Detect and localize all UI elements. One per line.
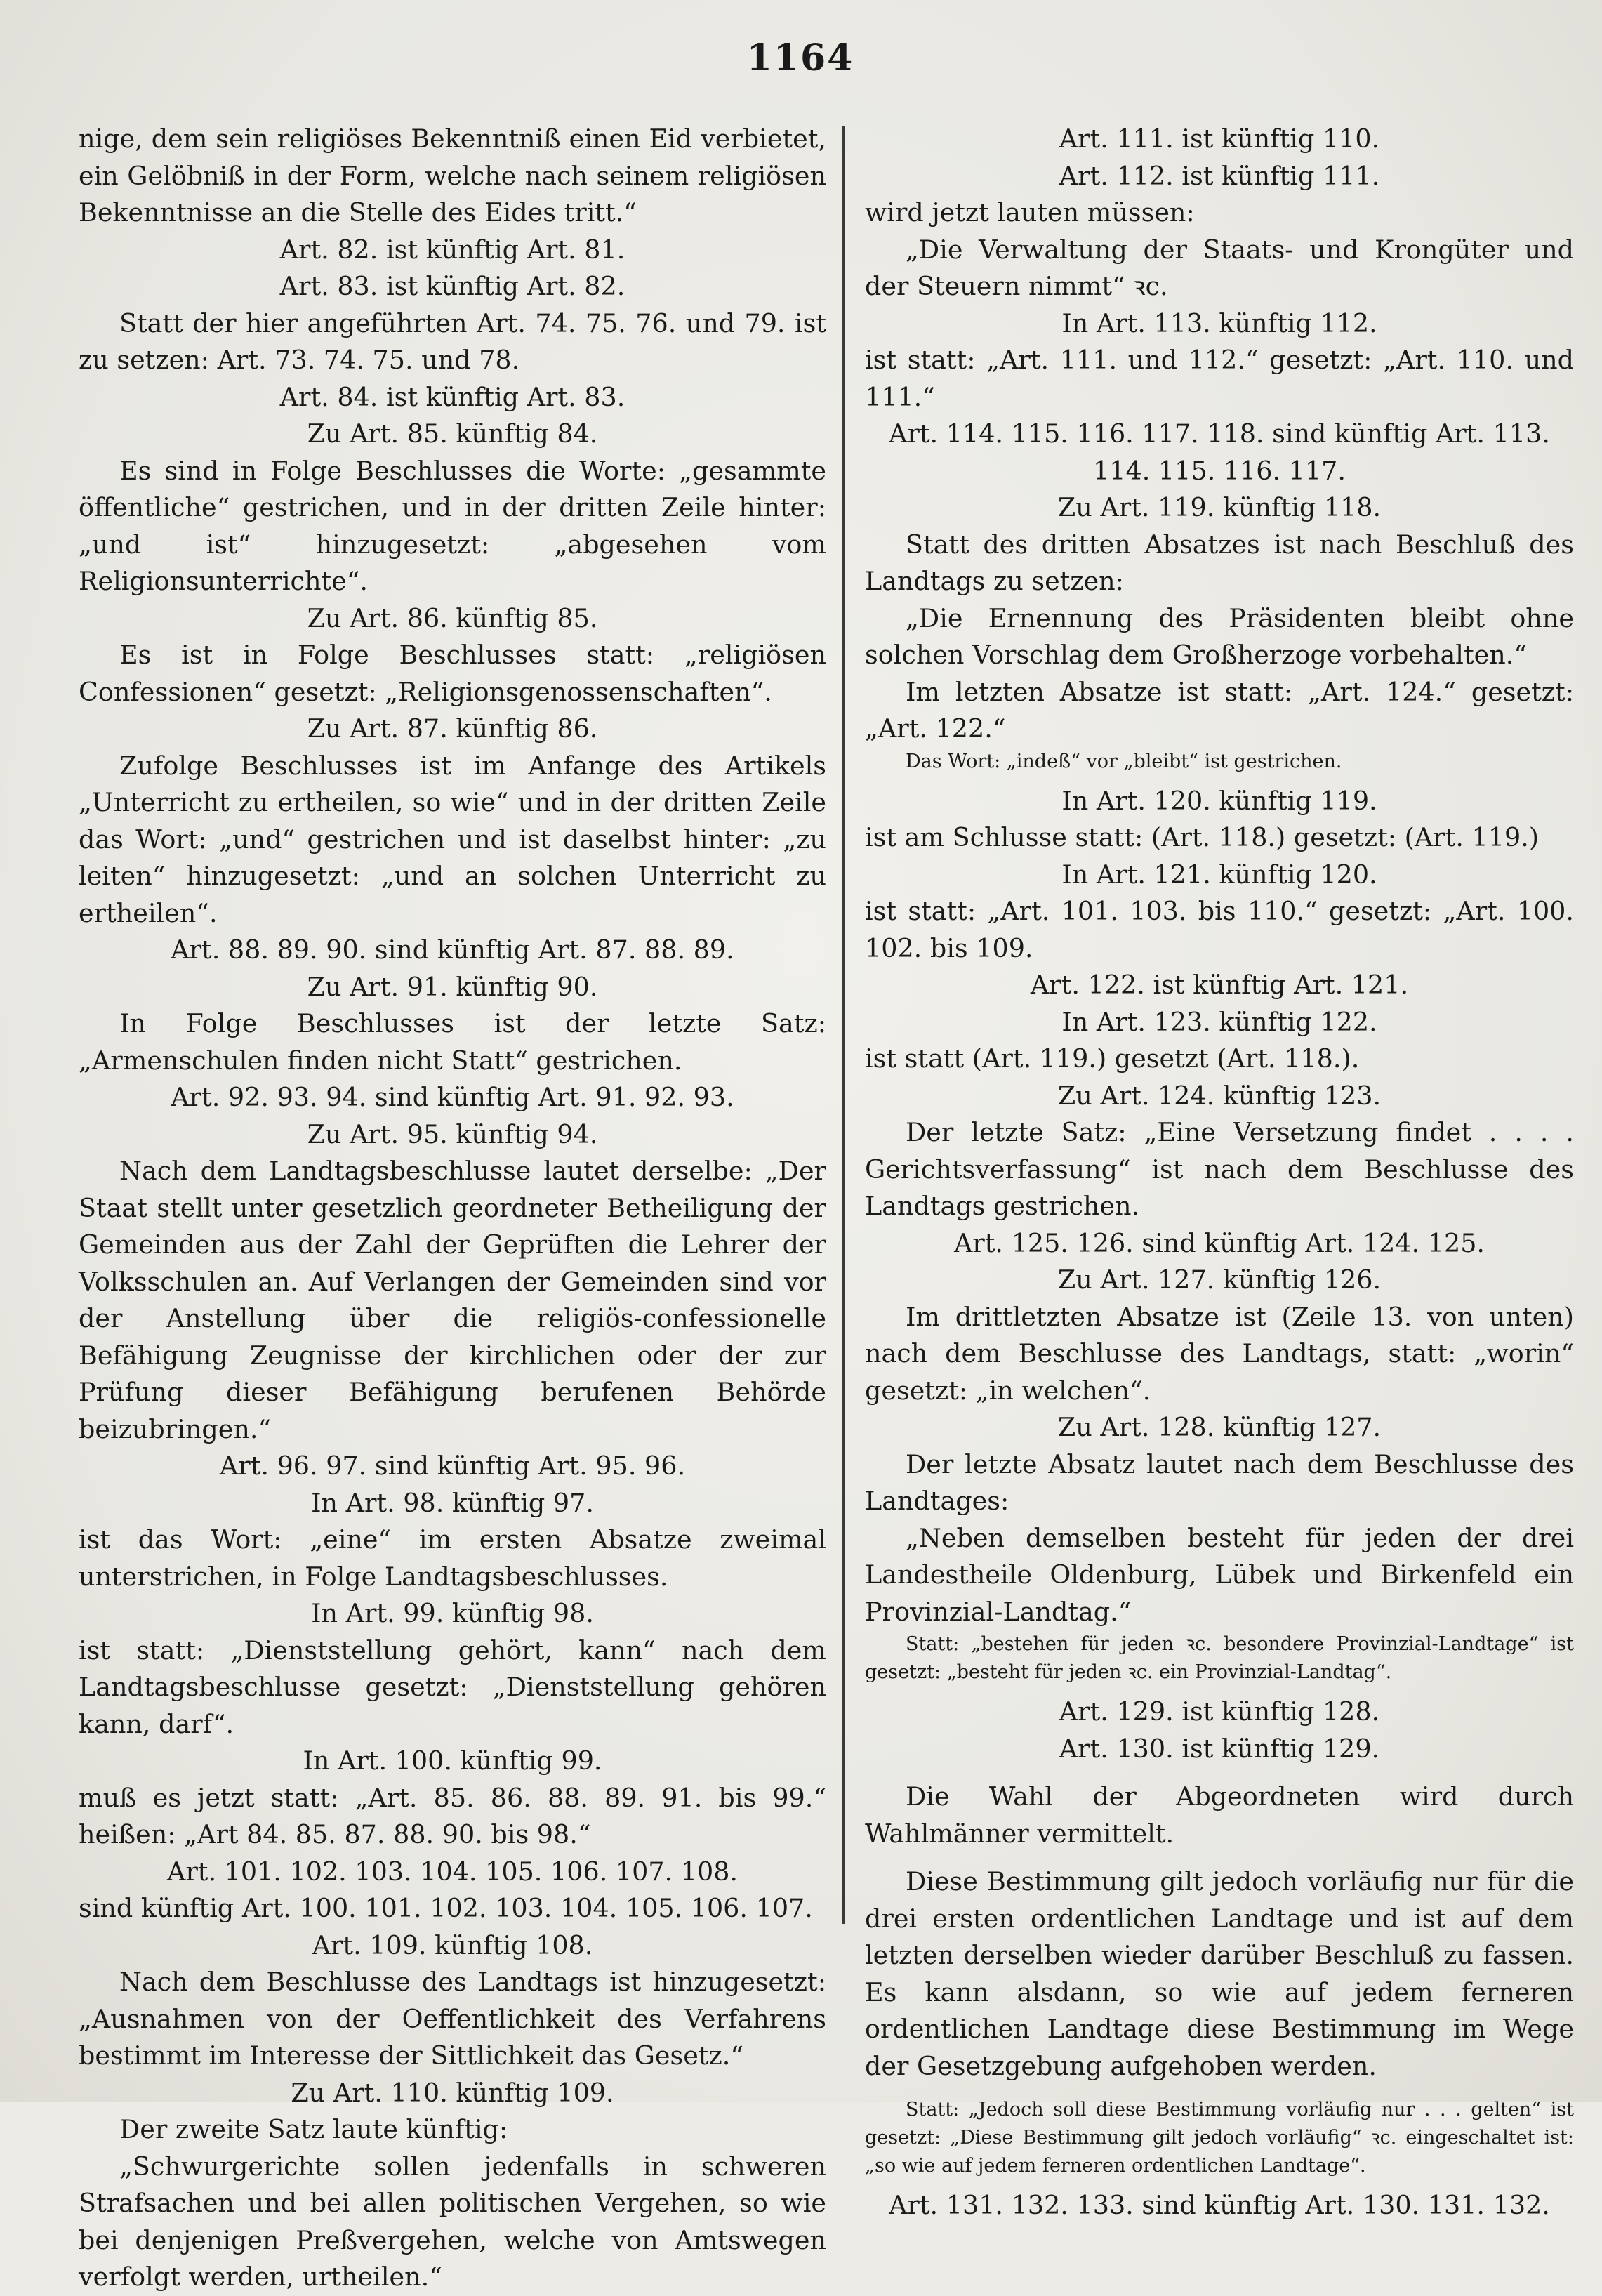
article-heading: In Art. 121. künftig 120. [1061, 859, 1377, 890]
article-heading: Art. 109. künftig 108. [312, 1929, 593, 1960]
page-number: 1164 [746, 37, 854, 79]
article-heading: Zu Art. 86. künftig 85. [307, 602, 598, 633]
text-paragraph: ist statt: „Art. 101. 103. bis 110.“ gesetzt: „Art. 100. 102. bis 109. [865, 896, 1574, 963]
article-heading: Zu Art. 95. künftig 94. [307, 1119, 598, 1149]
article-heading: Zu Art. 91. künftig 90. [307, 971, 598, 1002]
text-paragraph: Zufolge Beschlusses ist im Anfange des Artikels „Unterricht zu ertheilen, so wie“ und in der dritten Zeile das Wort: „und“ gestrichen und ist daselbst hinter: „zu leiten“ hinzugesetzt: „und an solchen Unterricht zu ertheilen“. [79, 750, 826, 928]
article-heading: Art. 114. 115. 116. 117. 118. sind künftig Art. 113. 114. 115. 116. 117. [889, 418, 1550, 486]
article-heading: Art. 92. 93. 94. sind künftig Art. 91. 92. 93. [171, 1082, 734, 1112]
footnote-paragraph: Statt: „bestehen für jeden ꝛc. besondere Provinzial-Landtage“ ist gesetzt: „besteht für jeden ꝛc. ein Provinzial-Landtag“. [865, 1633, 1574, 1683]
left-column [79, 121, 826, 2296]
text-paragraph: ist statt: „Dienststellung gehört, kann“ nach dem Landtagsbeschlusse gesetzt: „Dienststellung gehören kann, darf“. [79, 1635, 826, 1739]
article-heading: Art. 130. ist künftig 129. [1059, 1733, 1380, 1764]
text-paragraph: Statt des dritten Absatzes ist nach Beschluß des Landtags zu setzen: [865, 529, 1574, 596]
column-divider [842, 126, 845, 1924]
text-paragraph: ist statt: „Art. 111. und 112.“ gesetzt: „Art. 110. und 111.“ [865, 345, 1574, 412]
article-heading: In Art. 113. künftig 112. [1061, 308, 1377, 338]
text-paragraph: Es ist in Folge Beschlusses statt: „religiösen Confessionen“ gesetzt: „Religionsgenossenschaften“. [79, 640, 826, 707]
article-heading: Art. 83. ist künftig Art. 82. [279, 271, 625, 301]
article-heading: Art. 82. ist künftig Art. 81. [279, 234, 625, 265]
text-paragraph: Diese Bestimmung gilt jedoch vorläufig nur für die drei ersten ordentlichen Landtage und ist auf dem letzten derselben wieder darüber Beschluß zu fassen. Es kann alsdann, so wie auf jedem ferneren ordentlichen Landtage diese Bestimmung im Wege der Gesetzgebung aufgehoben werden. [865, 1866, 1574, 2081]
text-paragraph: In Folge Beschlusses ist der letzte Satz: „Armenschulen finden nicht Statt“ gestrichen. [79, 1008, 826, 1076]
text-paragraph: „Neben demselben besteht für jeden der drei Landestheile Oldenburg, Lübek und Birkenfeld ein Provinzial-Landtag.“ [865, 1522, 1574, 1627]
text-paragraph: Nach dem Landtagsbeschlusse lautet derselbe: „Der Staat stellt unter gesetzlich geordneter Betheiligung der Gemeinden aus der Zahl der Geprüften die Lehrer der Volksschulen an. Auf Verlangen der Gemeinden sind vor der Anstellung über die religiös-confessionelle Befähigung Zeugnisse der kirchlichen oder der zur Prüfung dieser Befähigung berufenen Behörde beizubringen.“ [79, 1156, 826, 1444]
text-paragraph: Es sind in Folge Beschlusses die Worte: „gesammte öffentliche“ gestrichen, und in der dritten Zeile hinter: „und ist“ hinzugesetzt: „abgesehen vom Religionsunterrichte“. [79, 455, 826, 596]
text-paragraph: wird jetzt lauten müssen: [865, 197, 1195, 227]
text-paragraph: Im letzten Absatze ist statt: „Art. 124.“ gesetzt: „Art. 122.“ [865, 676, 1574, 744]
footnote-paragraph: Das Wort: „indeß“ vor „bleibt“ ist gestrichen. [906, 750, 1342, 772]
footnote-paragraph: Statt: „Jedoch soll diese Bestimmung vorläufig nur . . . gelten“ ist gesetzt: „Diese Bestimmung gilt jedoch vorläufig“ ꝛc. eingeschaltet ist: „so wie auf jedem ferneren ordentlichen Landtage“. [865, 2099, 1574, 2177]
text-paragraph: muß es jetzt statt: „Art. 85. 86. 88. 89. 91. bis 99.“ heißen: „Art 84. 85. 87. 88. 90. bis 98.“ [79, 1782, 826, 1849]
article-heading: Art. 125. 126. sind künftig Art. 124. 125. [953, 1227, 1485, 1258]
article-heading: Art. 122. ist künftig Art. 121. [1030, 970, 1409, 1000]
text-paragraph: ist das Wort: „eine“ im ersten Absatze zweimal unterstrichen, in Folge Landtagsbeschlusses. [79, 1524, 826, 1592]
article-heading: Zu Art. 128. künftig 127. [1057, 1412, 1382, 1442]
article-heading: In Art. 99. künftig 98. [311, 1598, 594, 1628]
text-paragraph: ist am Schlusse statt: (Art. 118.) gesetzt: (Art. 119.) [865, 822, 1540, 852]
text-paragraph: nige, dem sein religiöses Bekenntniß einen Eid verbietet, ein Gelöbniß in der Form, welche nach seinem religiösen Bekenntnisse an die Stelle des Eides tritt.“ [79, 124, 826, 227]
article-heading: Art. 88. 89. 90. sind künftig Art. 87. 88. 89. [171, 935, 734, 965]
article-heading: In Art. 100. künftig 99. [303, 1746, 602, 1776]
article-heading: Art. 96. 97. sind künftig Art. 95. 96. [219, 1451, 686, 1481]
article-heading: Zu Art. 85. künftig 84. [307, 418, 598, 449]
article-heading: Art. 111. ist künftig 110. [1059, 124, 1380, 154]
article-heading: In Art. 120. künftig 119. [1061, 785, 1377, 816]
text-paragraph: Der letzte Satz: „Eine Versetzung findet . . . . Gerichtsverfassung“ ist nach dem Beschlusse des Landtags gestrichen. [865, 1117, 1574, 1221]
text-paragraph: Der letzte Absatz lautet nach dem Beschlusse des Landtages: [865, 1449, 1574, 1516]
text-paragraph: Nach dem Beschlusse des Landtags ist hinzugesetzt: „Ausnahmen von der Oeffentlichkeit des Verfahrens bestimmt im Interesse der Sittlichkeit das Gesetz.“ [79, 1967, 826, 2071]
article-heading: Art. 84. ist künftig Art. 83. [279, 381, 625, 412]
article-heading: In Art. 98. künftig 97. [311, 1487, 594, 1518]
text-paragraph: ist statt (Art. 119.) gesetzt (Art. 118.). [865, 1043, 1360, 1074]
text-paragraph: Der zweite Satz laute künftig: [119, 2114, 508, 2144]
article-heading: Art. 131. 132. 133. sind künftig Art. 130. 131. 132. [889, 2190, 1550, 2220]
text-paragraph: „Die Verwaltung der Staats- und Krongüter und der Steuern nimmt“ ꝛc. [865, 234, 1574, 301]
article-heading: Zu Art. 119. künftig 118. [1057, 492, 1382, 522]
text-paragraph: Statt der hier angeführten Art. 74. 75. 76. und 79. ist zu setzen: Art. 73. 74. 75. und 78. [79, 308, 826, 375]
article-heading: Art. 112. ist künftig 111. [1059, 160, 1380, 191]
text-paragraph: Im drittletzten Absatze ist (Zeile 13. von unten) nach dem Beschlusse des Landtags, statt: „worin“ gesetzt: „in welchen“. [865, 1301, 1574, 1406]
text-paragraph: sind künftig Art. 100. 101. 102. 103. 104. 105. 106. 107. [79, 1893, 813, 1923]
article-heading: In Art. 123. künftig 122. [1061, 1006, 1377, 1037]
text-paragraph: Die Wahl der Abgeordneten wird durch Wahlmänner vermittelt. [865, 1781, 1574, 1849]
text-paragraph: „Schwurgerichte sollen jedenfalls in schweren Strafsachen und bei allen politischen Vergehen, so wie bei denjenigen Preßvergehen, welche von Amtswegen verfolgt werden, urtheilen.“ [79, 2151, 826, 2292]
article-heading: Art. 101. 102. 103. 104. 105. 106. 107. 108. [166, 1856, 739, 1887]
text-paragraph: „Die Ernennung des Präsidenten bleibt ohne solchen Vorschlag dem Großherzoge vorbehalten.“ [865, 602, 1574, 670]
article-heading: Zu Art. 87. künftig 86. [307, 713, 598, 744]
article-heading: Zu Art. 127. künftig 126. [1057, 1265, 1382, 1295]
right-column [865, 121, 1574, 2224]
article-heading: Zu Art. 110. künftig 109. [291, 2077, 614, 2108]
article-heading: Zu Art. 124. künftig 123. [1057, 1080, 1382, 1111]
article-heading: Art. 129. ist künftig 128. [1059, 1696, 1380, 1727]
